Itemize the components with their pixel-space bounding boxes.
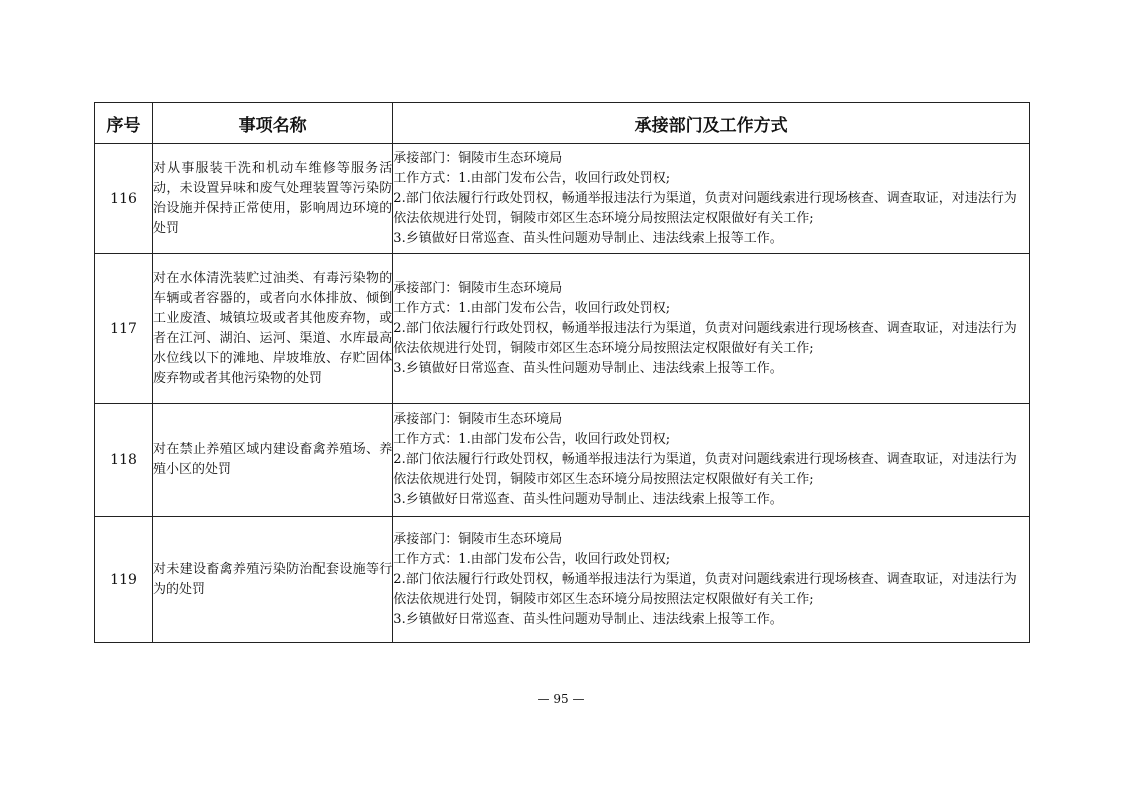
table-row bbox=[95, 517, 1030, 643]
table-header-row bbox=[95, 103, 1030, 144]
department-method-cell bbox=[393, 404, 1030, 517]
items-table bbox=[94, 102, 1030, 643]
method-item-3: 3.乡镇做好日常巡查、苗头性问题劝导制止、违法线索上报等工作。 bbox=[393, 360, 783, 376]
department-line: 承接部门：铜陵市生态环境局 bbox=[393, 531, 563, 547]
department-line: 承接部门：铜陵市生态环境局 bbox=[393, 280, 563, 296]
method-line: 工作方式：1.由部门发布公告，收回行政处罚权; bbox=[393, 170, 671, 186]
page-number: — 95 — bbox=[537, 692, 585, 706]
method-item-3: 3.乡镇做好日常巡查、苗头性问题劝导制止、违法线索上报等工作。 bbox=[393, 230, 783, 246]
method-item-2: 2.部门依法履行行政处罚权，畅通举报违法行为渠道，负责对问题线索进行现场核查、调查取证，对违法行为依法依规进行处罚，铜陵市郊区生态环境分局按照法定权限做好有关工作; bbox=[393, 571, 1017, 607]
method-item-3: 3.乡镇做好日常巡查、苗头性问题劝导制止、违法线索上报等工作。 bbox=[393, 611, 783, 627]
header-department-method: 承接部门及工作方式 bbox=[393, 103, 1030, 144]
header-no: 序号 bbox=[95, 103, 153, 144]
method-line: 工作方式：1.由部门发布公告，收回行政处罚权; bbox=[393, 551, 671, 567]
row-number: 117 bbox=[95, 254, 153, 404]
method-line: 工作方式：1.由部门发布公告，收回行政处罚权; bbox=[393, 432, 671, 447]
method-item-3: 3.乡镇做好日常巡查、苗头性问题劝导制止、违法线索上报等工作。 bbox=[393, 492, 783, 507]
method-item-2: 2.部门依法履行行政处罚权，畅通举报违法行为渠道，负责对问题线索进行现场核查、调查取证，对违法行为依法依规进行处罚，铜陵市郊区生态环境分局按照法定权限做好有关工作; bbox=[393, 190, 1017, 226]
department-line: 承接部门：铜陵市生态环境局 bbox=[393, 412, 563, 427]
table-row bbox=[95, 404, 1030, 517]
method-item-2: 2.部门依法履行行政处罚权，畅通举报违法行为渠道，负责对问题线索进行现场核查、调查取证，对违法行为依法依规进行处罚，铜陵市郊区生态环境分局按照法定权限做好有关工作; bbox=[393, 320, 1017, 356]
row-number: 119 bbox=[95, 517, 153, 643]
item-name: 对从事服装干洗和机动车维修等服务活动，未设置异味和废气处理装置等污染防治设施并保持正常使用，影响周边环境的处罚 bbox=[153, 144, 393, 254]
department-line: 承接部门：铜陵市生态环境局 bbox=[393, 150, 563, 166]
row-number: 118 bbox=[95, 404, 153, 517]
department-method-cell bbox=[393, 144, 1030, 254]
header-item-name: 事项名称 bbox=[153, 103, 393, 144]
item-name: 对未建设畜禽养殖污染防治配套设施等行为的处罚 bbox=[153, 517, 393, 643]
table-row bbox=[95, 144, 1030, 254]
department-method-cell bbox=[393, 517, 1030, 643]
department-method-cell bbox=[393, 254, 1030, 404]
item-name: 对在禁止养殖区域内建设畜禽养殖场、养殖小区的处罚 bbox=[153, 404, 393, 517]
row-number: 116 bbox=[95, 144, 153, 254]
table-row bbox=[95, 254, 1030, 404]
method-item-2: 2.部门依法履行行政处罚权，畅通举报违法行为渠道，负责对问题线索进行现场核查、调查取证，对违法行为依法依规进行处罚，铜陵市郊区生态环境分局按照法定权限做好有关工作; bbox=[393, 452, 1017, 487]
item-name: 对在水体清洗装贮过油类、有毒污染物的车辆或者容器的，或者向水体排放、倾倒工业废渣、城镇垃圾或者其他废弃物，或者在江河、湖泊、运河、渠道、水库最高水位线以下的滩地、岸坡堆放、存贮固体废弃物或者其他污染物的处罚 bbox=[153, 254, 393, 404]
method-line: 工作方式：1.由部门发布公告，收回行政处罚权; bbox=[393, 300, 671, 316]
